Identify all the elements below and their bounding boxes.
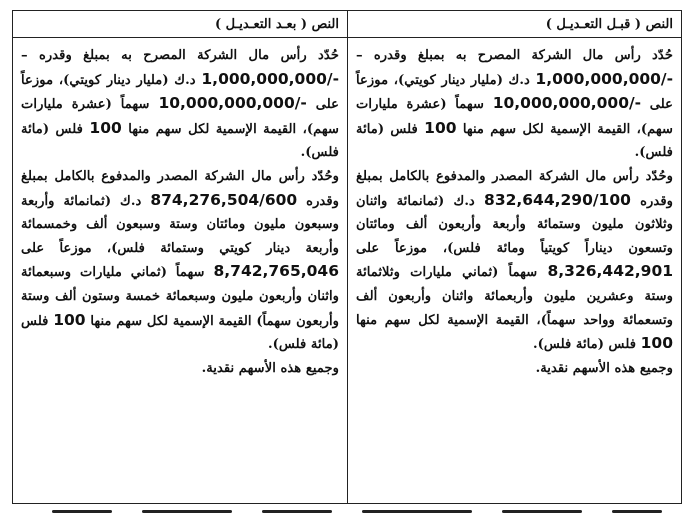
after-authorized-shares: 10,000,000,000/- (158, 94, 307, 113)
before-nominal-value: 100 (424, 118, 457, 137)
before-authorized-amount: 1,000,000,000/- (535, 69, 674, 88)
after-amendment-header: النص ( بعـد التعـديـل ) (13, 11, 347, 38)
before-authorized-shares: 10,000,000,000/- (492, 94, 642, 113)
before-issued-shares: 8,326,442,901 (547, 262, 674, 281)
after-amendment-text (13, 38, 347, 503)
after-nominal-value: 100 (89, 118, 122, 137)
amendment-comparison-table (12, 10, 682, 504)
before-issued-nominal: 100 (640, 334, 673, 353)
cropped-next-line (12, 506, 682, 514)
before-issued-amount: 832,644,290/100 (484, 190, 631, 209)
before-authorized-capital-paragraph: حُدّد رأس مال الشركة المصرح به بمبلغ وقدره – 1,000,000,000/- د.ك (مليار دينار كويتي)، موزعاً على 10,000,000,000/- سهماً (عشرة مليارات سهم)، القيمة الإسمية لكل سهم منها 100 فلس (مائة فلس). (356, 48, 674, 161)
after-issued-capital-paragraph: وحُدّد رأس مال الشركة المصدر والمدفوع بالكامل بمبلغ وقدره 874,276,504/600 د.ك (ثمانمائة وأربعة وسبعون مليون ومائتان وستة وسبعون ألف وخمسمائة وأربعة دينار كويتي وستمائة فلس)، موزعاً على 8,742,765,046 سهماً (ثماني مليارات وسبعمائة واثنان وأربعون مليون وسبعمائة خمسة وستون ألف وستة وأربعون سهماً) القيمة الإسمية لكل سهم منها 100 فلس (مائة فلس). (21, 168, 340, 353)
before-amendment-text (347, 38, 681, 503)
before-amendment-header: النص ( قبـل التعـديـل ) (347, 11, 681, 38)
after-closing-line: وجميع هذه الأسهم نقدية. (201, 360, 339, 376)
before-issued-capital-paragraph: وحُدّد رأس مال الشركة المصدر والمدفوع بالكامل بمبلغ وقدره 832,644,290/100 د.ك (ثمانمائة واثنان وثلاثون مليون وستمائة وأربعة وأربعون ألف ومائتان وتسعون ديناراً كويتياً ومائة فلس)، موزعاً على 8,326,442,901 سهماً (ثماني مليارات وثلاثمائة وستة وعشرين مليون وأربعمائة واثنان وأربعون ألف وتسعمائة وواحد سهماً)، القيمة الإسمية لكل سهم منها 100 فلس (مائة فلس). (356, 168, 674, 353)
before-closing-line: وجميع هذه الأسهم نقدية. (535, 360, 673, 376)
after-issued-shares: 8,742,765,046 (213, 262, 339, 281)
after-issued-amount: 874,276,504/600 (150, 190, 298, 209)
after-issued-nominal: 100 (53, 310, 86, 329)
after-authorized-amount: 1,000,000,000/- (201, 69, 339, 88)
after-authorized-capital-paragraph: حُدّد رأس مال الشركة المصرح به بمبلغ وقدره – 1,000,000,000/- د.ك (مليار دينار كويتي)، موزعاً على 10,000,000,000/- سهماً (عشرة مليارات سهم)، القيمة الإسمية لكل سهم منها 100 فلس (مائة فلس). (21, 48, 340, 161)
